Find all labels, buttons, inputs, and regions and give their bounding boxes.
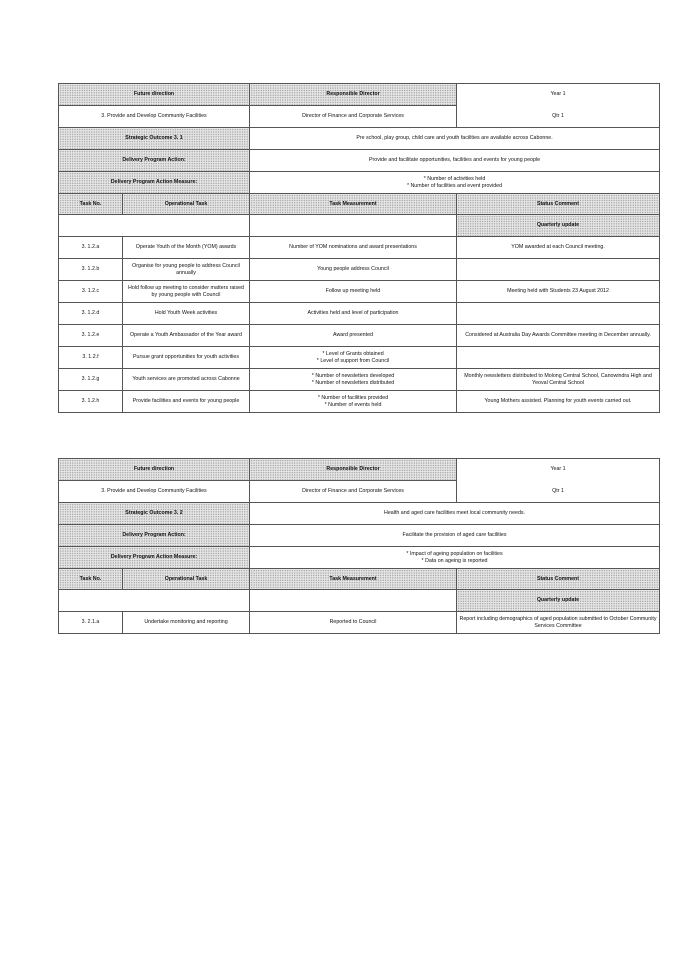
table-row <box>59 259 660 281</box>
operational-task-header: Operational Task <box>123 194 250 215</box>
responsible-director-header: Responsible Director <box>250 84 457 106</box>
future-direction-header: Future direction <box>59 459 250 481</box>
task-no-cell: 3. 1.2.c <box>59 281 123 303</box>
operational-task-cell: Pursue grant opportunities for youth activities <box>123 347 250 369</box>
status-comment-cell: Young Mothers assisted. Planning for youth events carried out. <box>457 391 660 413</box>
task-measurement-cell: Reported to Council <box>250 612 457 634</box>
status-comment-cell <box>457 303 660 325</box>
task-measurement-cell: * Number of newsletters developed * Number of newsletters distributed <box>250 369 457 391</box>
operational-task-header: Operational Task <box>123 569 250 590</box>
table-row <box>59 347 660 369</box>
task-no-cell: 3. 2.1.a <box>59 612 123 634</box>
task-no-header: Task No. <box>59 194 123 215</box>
task-no-cell: 3. 1.2.a <box>59 237 123 259</box>
outcome-table-1 <box>58 83 660 413</box>
program-action-value: Facilitate the provision of aged care facilities <box>250 525 660 547</box>
year-label: Year 1 <box>457 84 660 106</box>
future-direction-value: 3. Provide and Develop Community Facilities <box>59 481 250 503</box>
status-comment-cell <box>457 259 660 281</box>
operational-task-cell: Youth services are promoted across Cabonne <box>123 369 250 391</box>
quarterly-update-header: Quarterly update <box>457 590 660 612</box>
operational-task-cell: Organise for young people to address Council annually <box>123 259 250 281</box>
table-row <box>59 237 660 259</box>
blank-cell <box>59 590 250 612</box>
measure-label: Delivery Program Action Measure: <box>59 172 250 194</box>
measure-value: * Impact of ageing population on facilities * Data on ageing is reported <box>250 547 660 569</box>
task-no-header: Task No. <box>59 569 123 590</box>
outcome-table-2 <box>58 458 660 634</box>
operational-task-cell: Operate Youth of the Month (YOM) awards <box>123 237 250 259</box>
blank-cell <box>59 215 250 237</box>
operational-task-cell: Operate a Youth Ambassador of the Year award <box>123 325 250 347</box>
task-no-cell: 3. 1.2.b <box>59 259 123 281</box>
quarter-label: Qtr 1 <box>457 106 660 128</box>
strategic-outcome-value: Health and aged care facilities meet local community needs. <box>250 503 660 525</box>
responsible-director-value: Director of Finance and Corporate Services <box>250 481 457 503</box>
table-row <box>59 612 660 634</box>
operational-task-cell: Provide facilities and events for young people <box>123 391 250 413</box>
task-no-cell: 3. 1.2.g <box>59 369 123 391</box>
task-no-cell: 3. 1.2.f <box>59 347 123 369</box>
quarter-label: Qtr 1 <box>457 481 660 503</box>
task-measurement-cell: Number of YOM nominations and award presentations <box>250 237 457 259</box>
table-row <box>59 281 660 303</box>
strategic-outcome-value: Pre school, play group, child care and youth facilities are available across Cabonne. <box>250 128 660 150</box>
future-direction-value: 3. Provide and Develop Community Facilities <box>59 106 250 128</box>
operational-task-cell: Hold follow up meeting to consider matters raised by young people with Council <box>123 281 250 303</box>
strategic-outcome-label: Strategic Outcome 3. 2 <box>59 503 250 525</box>
task-no-cell: 3. 1.2.d <box>59 303 123 325</box>
table-row <box>59 325 660 347</box>
task-measurement-cell: Award presented <box>250 325 457 347</box>
table-row <box>59 369 660 391</box>
task-measurement-cell: Young people address Council <box>250 259 457 281</box>
responsible-director-value: Director of Finance and Corporate Services <box>250 106 457 128</box>
program-action-label: Delivery Program Action: <box>59 150 250 172</box>
task-no-cell: 3. 1.2.h <box>59 391 123 413</box>
quarterly-update-header: Quarterly update <box>457 215 660 237</box>
responsible-director-header: Responsible Director <box>250 459 457 481</box>
status-comment-header: Status Comment <box>457 194 660 215</box>
program-action-value: Provide and facilitate opportunities, facilities and events for young people <box>250 150 660 172</box>
task-measurement-header: Task Measurement <box>250 569 457 590</box>
task-measurement-cell: * Level of Grants obtained * Level of support from Council <box>250 347 457 369</box>
status-comment-cell: YOM awarded at each Council meeting. <box>457 237 660 259</box>
task-measurement-cell: Follow up meeting held <box>250 281 457 303</box>
task-measurement-cell: * Number of facilities provided * Number of events held <box>250 391 457 413</box>
status-comment-cell: Monthly newsletters distributed to Molong Central School, Canowindra High and Yeoval Central School <box>457 369 660 391</box>
status-comment-cell: Meeting held with Students 23 August 2012 <box>457 281 660 303</box>
task-measurement-header: Task Measurement <box>250 194 457 215</box>
task-no-cell: 3. 1.2.e <box>59 325 123 347</box>
blank-cell <box>250 590 457 612</box>
operational-task-cell: Hold Youth Week activities <box>123 303 250 325</box>
status-comment-cell <box>457 347 660 369</box>
status-comment-cell: Report including demographics of aged population submitted to October Community Services Committee <box>457 612 660 634</box>
strategic-outcome-label: Strategic Outcome 3. 1 <box>59 128 250 150</box>
year-label: Year 1 <box>457 459 660 481</box>
status-comment-cell: Considered at Australia Day Awards Committee meeting in December annually. <box>457 325 660 347</box>
program-action-label: Delivery Program Action: <box>59 525 250 547</box>
measure-label: Delivery Program Action Measure: <box>59 547 250 569</box>
table-row <box>59 391 660 413</box>
measure-value: * Number of activities held * Number of facilities and event provided <box>250 172 660 194</box>
operational-task-cell: Undertake monitoring and reporting <box>123 612 250 634</box>
table-row <box>59 303 660 325</box>
future-direction-header: Future direction <box>59 84 250 106</box>
status-comment-header: Status Comment <box>457 569 660 590</box>
task-measurement-cell: Activities held and level of participation <box>250 303 457 325</box>
blank-cell <box>250 215 457 237</box>
